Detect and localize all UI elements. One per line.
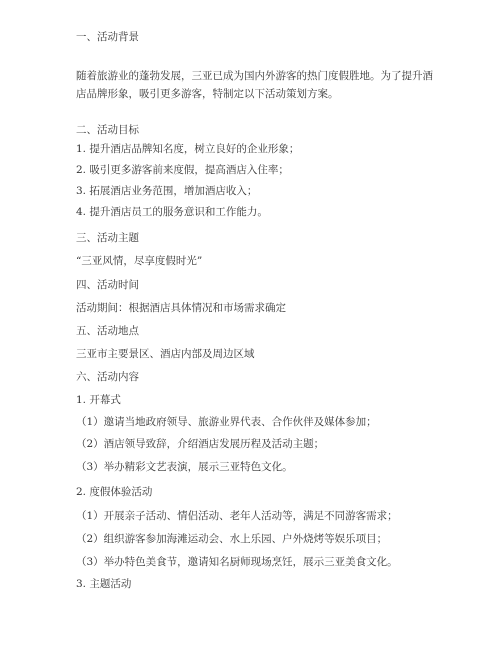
opening-item: （1）邀请当地政府领导、旅游业界代表、合作伙伴及媒体参加；	[76, 416, 377, 428]
subsection-title-theme-activities: 3. 主题活动	[76, 578, 132, 590]
section-heading-goals: 二、活动目标	[76, 124, 139, 136]
section-heading-time: 四、活动时间	[76, 279, 139, 291]
opening-item: （2）酒店领导致辞，介绍酒店发展历程及活动主题；	[76, 438, 325, 450]
experience-item: （3）举办特色美食节，邀请知名厨师现场烹饪，展示三亚美食文化。	[76, 556, 398, 568]
background-paragraph: 随着旅游业的蓬勃发展，三亚已成为国内外游客的热门度假胜地。为了提升酒店品牌形象，吸引更多游客，特制定以下活动策划方案。	[76, 70, 433, 100]
opening-item: （3）举办精彩文艺表演，展示三亚特色文化。	[76, 461, 293, 473]
section-heading-content: 六、活动内容	[76, 371, 139, 383]
goal-item: 1. 提升酒店品牌知名度，树立良好的企业形象；	[76, 143, 300, 155]
location-text: 三亚市主要景区、酒店内部及周边区域	[76, 348, 255, 360]
time-text: 活动期间：根据酒店具体情况和市场需求确定	[76, 302, 286, 314]
section-heading-theme: 三、活动主题	[76, 232, 139, 244]
theme-text: “三亚风情，尽享度假时光”	[76, 255, 203, 267]
section-heading-background: 一、活动背景	[76, 31, 139, 43]
experience-item: （2）组织游客参加海滩运动会、水上乐园、户外烧烤等娱乐项目；	[76, 533, 388, 545]
goal-item: 3. 拓展酒店业务范围，增加酒店收入；	[76, 185, 258, 197]
subsection-title-opening: 1. 开幕式	[76, 394, 121, 406]
section-heading-location: 五、活动地点	[76, 325, 139, 337]
subsection-title-experience: 2. 度假体验活动	[76, 486, 153, 498]
goal-item: 4. 提升酒店员工的服务意识和工作能力。	[76, 206, 268, 218]
experience-item: （1）开展亲子活动、情侣活动、老年人活动等，满足不同游客需求；	[76, 510, 398, 522]
goal-item: 2. 吸引更多游客前来度假，提高酒店入住率；	[76, 164, 289, 176]
